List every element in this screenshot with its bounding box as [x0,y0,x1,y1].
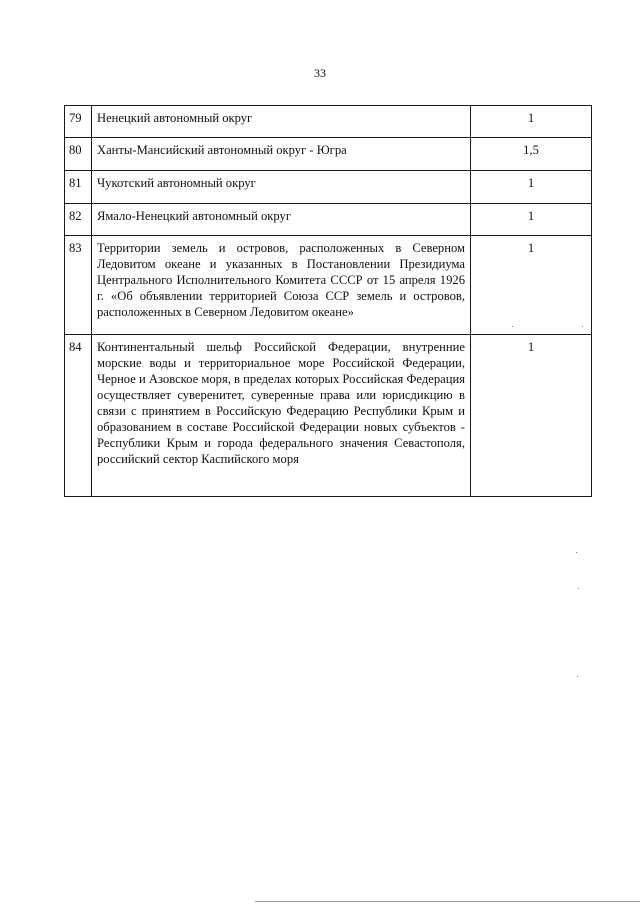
row-number-cell: 80 [65,138,92,171]
regions-coefficient-table [64,105,592,497]
coefficient-cell: 1 [471,204,592,236]
region-name-cell: Чукотский автономный округ [92,171,471,204]
row-number-cell: 81 [65,171,92,204]
row-number-cell: 83 [65,236,92,335]
scan-speck [578,588,579,589]
table-row [65,204,592,236]
table-row [65,138,592,171]
table-row [65,171,592,204]
table-row [65,236,592,335]
coefficient-cell: 1 [471,236,592,335]
coefficient-cell: 1 [471,335,592,497]
coefficient-cell: 1 [471,106,592,138]
row-number-cell: 79 [65,106,92,138]
region-name-cell: Континентальный шельф Российской Федерации, внутренние морские воды и территориальное море Российской Федерации, Черное и Азовское моря, в пределах которых Российская Федерация осуществляет суверенитет, суверенные права или юрисдикцию в связи с принятием в Российскую Федерацию Республики Крым и образованием в составе Российской Федерации новых субъектов - Республики Крым и города федерального значения Севастополя, российский сектор Каспийского моря [92,335,471,497]
scan-artifact-line [255,901,640,902]
row-number-cell: 84 [65,335,92,497]
region-name-cell: Ненецкий автономный округ [92,106,471,138]
scan-speck [577,676,578,677]
region-name-cell: Территории земель и островов, расположенных в Северном Ледовитом океане и указанных в Постановлении Президиума Центрального Исполнительного Комитета СССР от 15 апреля 1926 г. «Об объявлении территорией Союза ССР земель и островов, расположенных в Северном Ледовитом океане» [92,236,471,335]
coefficient-cell: 1,5 [471,138,592,171]
coefficient-cell: 1 [471,171,592,204]
row-number-cell: 82 [65,204,92,236]
table-row [65,106,592,138]
page-number: 33 [314,66,326,80]
scan-speck [576,552,577,553]
region-name-cell: Ямало-Ненецкий автономный округ [92,204,471,236]
table-row [65,335,592,497]
region-name-cell: Ханты-Мансийский автономный округ - Югра [92,138,471,171]
scan-speck [512,326,513,327]
scan-speck [582,326,583,327]
